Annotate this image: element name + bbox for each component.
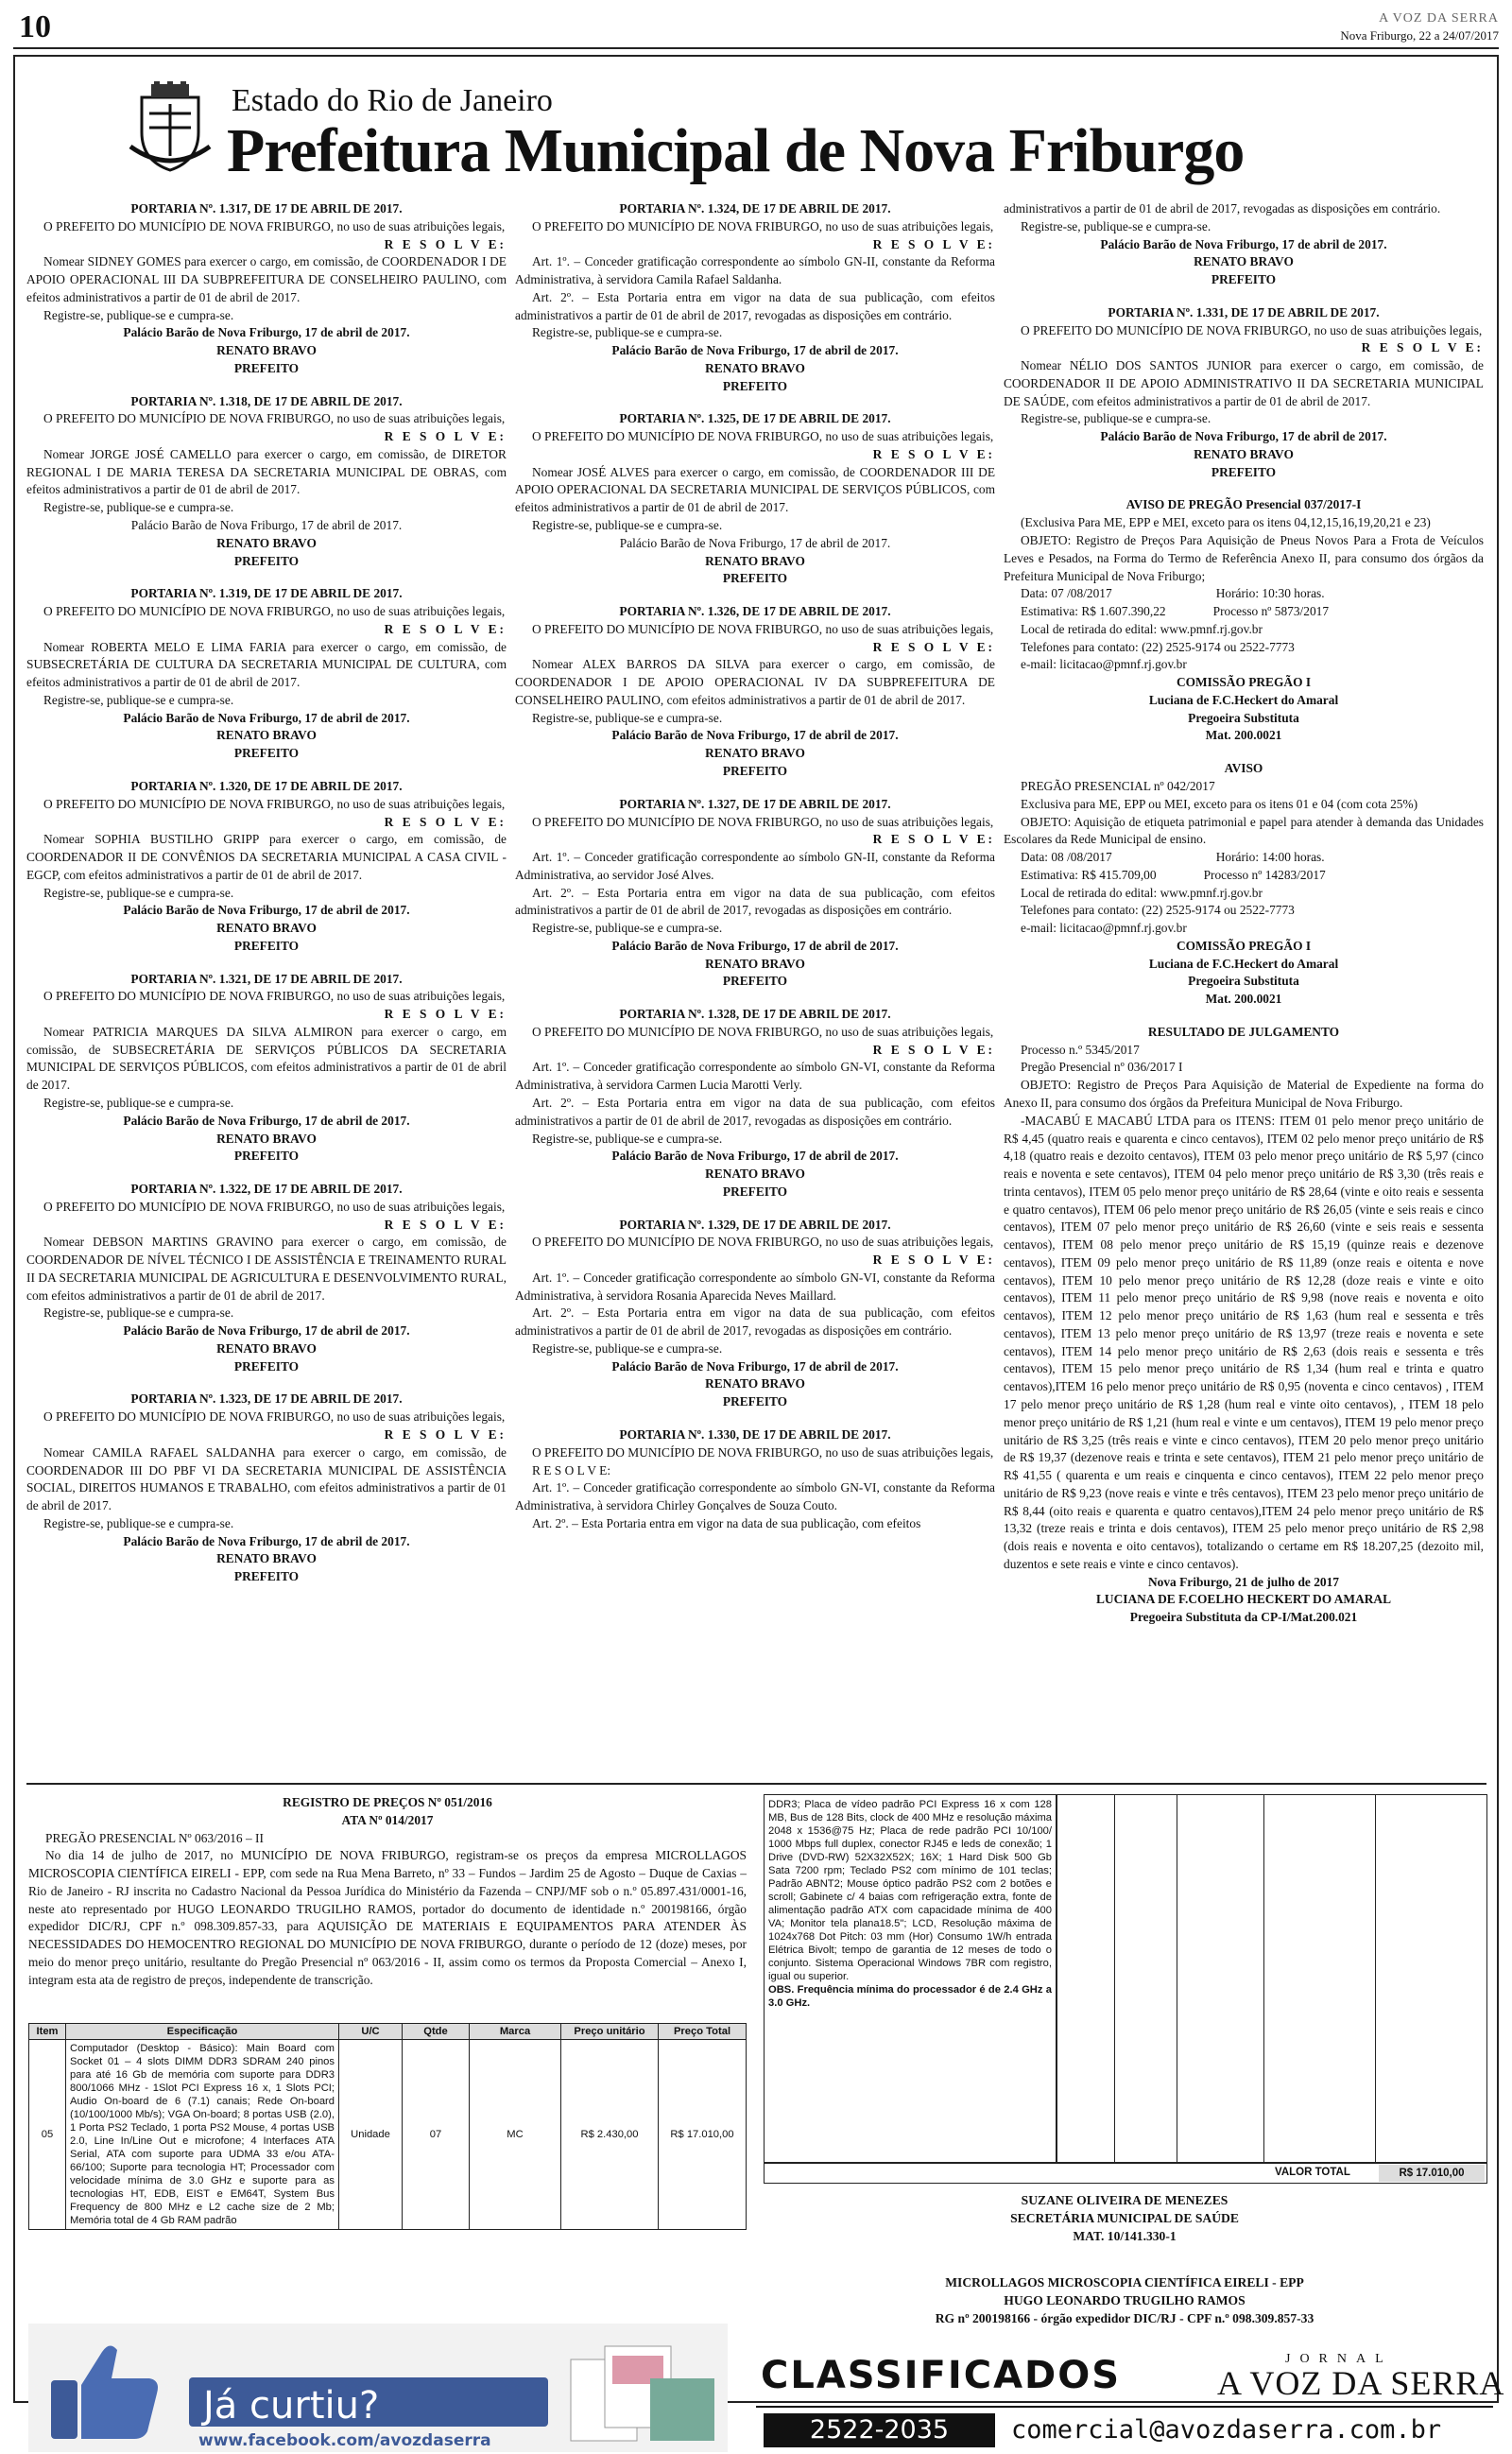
jornal-label: JORNAL: [1285, 2352, 1393, 2366]
total-row: VALOR TOTAL R$ 17.010,00: [764, 2163, 1487, 2184]
portaria-1320: PORTARIA Nº. 1.320, DE 17 DE ABRIL DE 2017. O PREFEITO DO MUNICÍPIO DE NOVA FRIBURGO, no uso de suas atribuições legais, R E S O L V E: Nomear SOPHIA BUSTILHO GRIPP para exercer o cargo, em comissão, de COORDENADOR II DE CONVÊNIOS DA SECRETARIA MUNICIPAL A CASA CIVIL - EGCP, com efeitos administrativos a partir de 01 de abril de 2017. Registre-se, publique-se e cumpra-se. Palácio Barão de Nova Friburgo, 17 de abril de 2017. RENATO BRAVO PREFEITO: [26, 778, 507, 953]
coat-of-arms-icon: [123, 80, 217, 175]
section-divider: [26, 1783, 1486, 1785]
portaria-1325: PORTARIA Nº. 1.325, DE 17 DE ABRIL DE 2017. O PREFEITO DO MUNICÍPIO DE NOVA FRIBURGO, no uso de suas atribuições legais, R E S O L V E: Nomear JOSÉ ALVES para exercer o cargo, em comissão, de COORDENADOR III DE APOIO OPERACIONAL DA SECRETARIA MUNICIPAL DE SERVIÇOS PÚBLICOS, com efeitos administrativos a partir de 01 de abril de 2017. Registre-se, publique-se e cumpra-se. Palácio Barão de Nova Friburgo, 17 de abril de 2017. RENATO BRAVO PREFEITO: [515, 411, 995, 586]
portaria-1326: PORTARIA Nº. 1.326, DE 17 DE ABRIL DE 2017. O PREFEITO DO MUNICÍPIO DE NOVA FRIBURGO, no uso de suas atribuições legais, R E S O L V E: Nomear ALEX BARROS DA SILVA para exercer o cargo, em comissão, de COORDENADOR I DE APOIO OPERACIONAL IV DA SUBPREFEITURA DE CONSELHEIRO PAULINO, com efeitos administrativos a partir de 01 de abril de 2017. Registre-se, publique-se e cumpra-se. Palácio Barão de Nova Friburgo, 17 de abril de 2017. RENATO BRAVO PREFEITO: [515, 604, 995, 778]
column-1: [26, 200, 507, 1601]
classificados-divider: [756, 2406, 1493, 2408]
paper-name: A VOZ DA SERRA: [1379, 11, 1499, 26]
facebook-link[interactable]: www.facebook.com/avozdaserra: [198, 2431, 491, 2450]
portaria-1331: PORTARIA Nº. 1.331, DE 17 DE ABRIL DE 2017. O PREFEITO DO MUNICÍPIO DE NOVA FRIBURGO, no uso de suas atribuições legais, R E S O L V E: Nomear NÉLIO DOS SANTOS JUNIOR para exercer o cargo, em comissão, de COORDENADOR II DE APOIO ADMINISTRATIVO II DA SECRETARIA MUNICIPAL DE SAÚDE, com efeitos administrativos a partir de 01 de abril de 2017. Registre-se, publique-se e cumpra-se. Palácio Barão de Nova Friburgo, 17 de abril de 2017. RENATO BRAVO PREFEITO: [1004, 304, 1484, 479]
portaria-1327: PORTARIA Nº. 1.327, DE 17 DE ABRIL DE 2017. O PREFEITO DO MUNICÍPIO DE NOVA FRIBURGO, no uso de suas atribuições legais, R E S O L V E: Art. 1º. – Conceder gratificação correspondente ao símbolo GN-II, constante da Reforma Administrativa, ao servidor José Alves. Art. 2º. – Esta Portaria entra em vigor na data de sua publicação, com efeitos administrativos a partir de 01 de abril de 2017, revogadas as disposições em contrário. Registre-se, publique-se e cumpra-se. Palácio Barão de Nova Friburgo, 17 de abril de 2017. RENATO BRAVO PREFEITO: [515, 796, 995, 989]
thumbs-up-icon: [43, 2333, 166, 2446]
portaria-1330-continued: administrativos a partir de 01 de abril de 2017, revogadas as disposições em contrário. Registre-se, publique-se e cumpra-se. Palácio Barão de Nova Friburgo, 17 de abril de 2017. RENATO BRAVO PREFEITO: [1004, 201, 1441, 287]
dateline: Nova Friburgo, 22 a 24/07/2017: [1340, 28, 1499, 43]
contact-email[interactable]: comercial@avozdaserra.com.br: [1011, 2415, 1442, 2445]
spec-continuation: DDR3; Placa de vídeo padrão PCI Express 16 x com 128 MB, Bus de 128 Bits, clock de 400 MHz e resolução máxima 2048 x 1536@75 Hz; Placa de rede padrão PCI 10/100/ 1000 Mbps full duplex, conector RJ45 e leds de conexão; 1 Drive (DVD-RW) 52X32X52X; 16X; 1 Hard Disk 500 Gb Sata 7200 rpm; Teclado PS2 com mínimo de 101 teclas; Padrão ABNT2; Mouse óptico padrão PS2 com 2 botões e scroll; Gabinete c/ 4 baias com refrigeração extra, fonte de alimentação padrão ATX com capacidade mínima de 400 VA; Monitor tela plana18.5"; LCD, Resolução máxima de 1024x768 Dot Pitch: 03 mm (Hor) Consumo 1W/h entrada Elétrica Bivolt; tempo de garantia de 12 meses de todo o conjunto. Sistema Operacional Windows 7BR com registro, igual ou superior. OBS. Frequência mínima do processador é de 2.4 GHz a 3.0 GHz.: [764, 1794, 1057, 2163]
page-title: Prefeitura Municipal de Nova Friburgo: [227, 116, 1245, 185]
portaria-1319: PORTARIA Nº. 1.319, DE 17 DE ABRIL DE 2017. O PREFEITO DO MUNICÍPIO DE NOVA FRIBURGO, no uso de suas atribuições legais, R E S O L V E: Nomear ROBERTA MELO E LIMA FARIA para exercer o cargo, em comissão, de SUBSECRETÁRIA DE CULTURA DA SECRETARIA MUNICIPAL DE CULTURA, com efeitos administrativos a partir de 01 de abril de 2017. Registre-se, publique-se e cumpra-se. Palácio Barão de Nova Friburgo, 17 de abril de 2017. RENATO BRAVO PREFEITO: [26, 586, 507, 761]
page-number: 10: [19, 9, 51, 44]
portaria-1321: PORTARIA Nº. 1.321, DE 17 DE ABRIL DE 2017. O PREFEITO DO MUNICÍPIO DE NOVA FRIBURGO, no uso de suas atribuições legais, R E S O L V E: Nomear PATRICIA MARQUES DA SILVA ALMIRON para exercer o cargo, em comissão, de SUBSECRETÁRIA DE SERVIÇOS PÚBLICOS DA SECRETARIA MUNICIPAL DE SERVIÇOS PÚBLICOS, com efeitos administrativos a partir de 01 de abril de 2017. Registre-se, publique-se e cumpra-se. Palácio Barão de Nova Friburgo, 17 de abril de 2017. RENATO BRAVO PREFEITO: [26, 971, 507, 1164]
page-header: [13, 9, 1499, 49]
portaria-1322: PORTARIA Nº. 1.322, DE 17 DE ABRIL DE 2017. O PREFEITO DO MUNICÍPIO DE NOVA FRIBURGO, no uso de suas atribuições legais, R E S O L V E: Nomear DEBSON MARTINS GRAVINO para exercer o cargo, em comissão, de COORDENADOR DE NÍVEL TÉCNICO I DE ASSISTÊNCIA E TREINAMENTO RURAL II DA SECRETARIA MUNICIPAL DE AGRICULTURA E DESENVOLVIMENTO RURAL, com efeitos administrativos a partir de 01 de abril de 2017. Registre-se, publique-se e cumpra-se. Palácio Barão de Nova Friburgo, 17 de abril de 2017. RENATO BRAVO PREFEITO: [26, 1182, 507, 1374]
column-2: [515, 200, 995, 1548]
screenshots-icon: [567, 2341, 718, 2445]
state-name: Estado do Rio de Janeiro: [232, 83, 553, 118]
resultado-julgamento: RESULTADO DE JULGAMENTO Processo n.º 5345/2017 Pregão Presencial nº 036/2017 I OBJETO: Registro de Preços Para Aquisição de Material de Expediente na forma do Anexo II, para consumo dos órgãos da Prefeitura Municipal de Nova Friburgo. -MACABÚ E MACABÚ LTDA para os ITENS: ITEM 01 pelo menor preço unitário de R$ 4,45 (quatro reais e quarenta e cinco centavos), ITEM 02 pelo menor preço unitário de R$ 4,18 (quatro reais e dezoito centavos), ITEM 03 pelo menor preço unitário de R$ 5,97 (cinco reais e noventa e sete centavos), ITEM 04 pelo menor preço unitário de R$ 3,30 (três reais e trinta centavos), ITEM 05 pelo menor preço unitário de R$ 28,64 (vinte e oito reais e sessenta e quatro centavos), ITEM 06 pelo menor preço unitário de R$ 26,05 (vinte e seis reais e cinco centavos), ITEM 07 pelo menor preço unitário de R$ 26,60 (vinte e seis reais e sessenta centavos), ITEM 08 pelo menor preço unitário de R$ 15,19 (quinze reais e dezenove centavos), ITEM 09 pelo menor preço unitário de R$ 11,89 (onze reais e oitenta e nove centavos), ITEM 10 pelo menor preço unitário de R$ 12,28 (doze reais e vinte e oito centavos), ITEM 11 pelo menor preço unitário de R$ 9,98 (nove reais e noventa e oito centavos), ITEM 12 pelo menor preço unitário de R$ 1,63 (hum real e sessenta e três centavos), ITEM 13 pelo menor preço unitário de R$ 13,97 (treze reais e noventa e sete centavos), ITEM 14 pelo menor preço unitário de R$ 2,63 (dois reais e sessenta e três centavos), ITEM 15 pelo menor preço unitário de R$ 1,34 (hum real e trinta e quatro centavos),ITEM 16 pelo menor preço unitário de R$ 0,95 (noventa e cinco centavos) , ITEM 17 pelo menor preço unitário de R$ 1,28 (hum real e vinte oito centavos), , ITEM 18 pelo menor preço unitário de R$ 1,21 (hum real e vinte e um centavos), ITEM 19 pelo menor preço unitário de R$ 3,25 (três reais e vinte e cinco centavos), ITEM 20 pelo menor preço unitário de R$ 19,37 (dezenove reais e trinta e sete centavos), ITEM 21 pelo menor preço unitário de R$ 41,55 ( quarenta e um reais e cinquenta e cinco centavos), ITEM 22 pelo menor preço unitário de R$ 9,23 (nove reais e vinte e três centavos), ITEM 23 pelo menor preço unitário de R$ 8,44 (oito reais e quarenta e quatro centavos),ITEM 24 pelo menor preço unitário de R$ 13,32 (treze reais e trinta e dois centavos), ITEM 25 pelo menor preço unitário de R$ 2,98 (dois reais e noventa e oito centavos), totalizando o certame em R$ 18.207,25 (dezoito mil, duzentos e sete reais e vinte e cinco centavos). Nova Friburgo, 21 de julho de 2017 LUCIANA DE F.COELHO HECKERT DO AMARAL Pregoeira Substituta da CP-I/Mat.200.021: [1004, 1024, 1484, 1625]
portaria-1329: PORTARIA Nº. 1.329, DE 17 DE ABRIL DE 2017. O PREFEITO DO MUNICÍPIO DE NOVA FRIBURGO, no uso de suas atribuições legais, R E S O L V E: Art. 1º. – Conceder gratificação correspondente ao símbolo GN-VI, constante da Reforma Administrativa, à servidora Rosania Aparecida Neves Maillard. Art. 2º. – Esta Portaria entra em vigor na data de sua publicação, com efeitos administrativos a partir de 01 de abril de 2017, revogadas as disposições em contrário. Registre-se, publique-se e cumpra-se. Palácio Barão de Nova Friburgo, 17 de abril de 2017. RENATO BRAVO PREFEITO: [515, 1217, 995, 1409]
table-row: 05 Computador (Desktop - Básico): Main Board com Socket 01 – 4 slots DIMM DDR3 SDRAM 240 pinos para até 16 Gb de memória com suporte para DDR3 800/1066 MHz - 1Slot PCI Express 16 x, 1 Slots PCI; Audio On-board de 6 (7.1) canais; Rede On-board (10/100/1000 Mb/s); VGA On-board; 8 portas USB (2.0), 1 Porta PS2 Teclado, 1 porta PS2 Mouse, 4 portas USB 2.0, Line In/Line Out e microfone; 4 Interfaces ATA Serial, ATA com suporte para UDMA 33 e/ou ATA-66/100; Suporte para tecnologia HT; Processador com velocidade mínima de 3.0 GHz e suporte para as tecnologias HT, EDB, EIST e EM64T, System Bus Frequency de 800 MHz e L2 cache size de 2 Mb; Memória total de 4 Gb RAM padrão Unidade 07 MC R$ 2.430,00 R$ 17.010,00: [29, 2040, 747, 2230]
registro-precos: REGISTRO DE PREÇOS Nº 051/2016 ATA Nº 014/2017 PREGÃO PRESENCIAL Nº 063/2016 – II No dia 14 de julho de 2017, no MUNICÍPIO DE NOVA FRIBURGO, registram-se os preços da empresa MICROLLAGOS MICROSCOPIA CIENTÍFICA EIRELI - EPP, com sede na Rua Mena Barreto, nº 33 – Fundos – Jardim 25 de Agosto – Duque de Caxias – Rio de Janeiro - RJ inscrita no Cadastro Nacional da Pessoa Jurídica do Ministério da Fazenda – CNPJ/MF sob o n.º 05.897.431/0001-16, neste ato representado por HUGO LEONARDO TRUGILHO RAMOS, portador do documento de identidade n.º 200198166, órgão expedidor DIC/RJ, CPF n.º 098.309.857-33, para AQUISIÇÃO DE MATERIAIS E EQUIPAMENTOS PARA ATENDER ÀS NECESSIDADES DO HEMOCENTRO REGIONAL DO MUNICÍPIO DE NOVA FRIBURGO, durante o período de 12 (doze) meses, por meio do menor preço unitário, resultante do Pregão Presencial nº 063/2016 - II, assim como os termos da Proposta Comercial – Anexo I, integram esta ata de registro de preços, independente de transcrição.: [28, 1795, 747, 1987]
portaria-1317: PORTARIA Nº. 1.317, DE 17 DE ABRIL DE 2017. O PREFEITO DO MUNICÍPIO DE NOVA FRIBURGO, no uso de suas atribuições legais, R E S O L V E: Nomear SIDNEY GOMES para exercer o cargo, em comissão, de COORDENADOR I DE APOIO OPERACIONAL III DA SUBPREFEITURA DE CONSELHEIRO PAULINO, com efeitos administrativos a partir de 01 de abril de 2017. Registre-se, publique-se e cumpra-se. Palácio Barão de Nova Friburgo, 17 de abril de 2017. RENATO BRAVO PREFEITO: [26, 201, 507, 375]
newspaper-logo: A VOZ DA SERRA: [1217, 2364, 1505, 2402]
items-table: [28, 2023, 747, 2230]
table-continuation-grid: [1057, 1794, 1487, 2163]
ja-curtiu-text: Já curtiu?: [203, 2384, 380, 2428]
table-header-row: Item Especificação U/C Qtde Marca Preço unitário Preço Total: [29, 2024, 747, 2040]
portaria-1324: PORTARIA Nº. 1.324, DE 17 DE ABRIL DE 2017. O PREFEITO DO MUNICÍPIO DE NOVA FRIBURGO, no uso de suas atribuições legais, R E S O L V E: Art. 1º. – Conceder gratificação correspondente ao símbolo GN-II, constante da Reforma Administrativa, à servidora Camila Rafael Saldanha. Art. 2º. – Esta Portaria entra em vigor na data de sua publicação, com efeitos administrativos a partir de 01 de abril de 2017, revogadas as disposições em contrário. Registre-se, publique-se e cumpra-se. Palácio Barão de Nova Friburgo, 17 de abril de 2017. RENATO BRAVO PREFEITO: [515, 201, 995, 393]
phone-number: 2522-2035: [764, 2413, 995, 2447]
aviso-pregao-042: AVISO PREGÃO PRESENCIAL nº 042/2017 Exclusiva para ME, EPP ou MEI, exceto para os itens 01 e 04 (com cota 25%) OBJETO: Aquisição de etiqueta patrimonial e papel para atender à demanda das Unidades Escolares da Rede Municipal de ensino. Data: 08 /08/2017 Horário: 14:00 horas. Estimativa: R$ 415.709,00 Processo nº 14283/2017 Local de retirada do edital: www.pmnf.rj.gov.br Telefones para contato: (22) 2525-9174 ou 2522-7773 e-mail: licitacao@pmnf.rj.gov.br COMISSÃO PREGÃO I Luciana de F.C.Heckert do Amaral Pregoeira Substituta Mat. 200.0021: [1004, 761, 1484, 1007]
signatures: SUZANE OLIVEIRA DE MENEZES SECRETÁRIA MUNICIPAL DE SAÚDE MAT. 10/141.330-1 MICROLLAGOS MICROSCOPIA CIENTÍFICA EIRELI - EPP HUGO LEONARDO TRUGILHO RAMOS RG nº 200198166 - órgão expedidor DIC/RJ - CPF n.º 098.309.857-33: [935, 2193, 1314, 2326]
portaria-1328: PORTARIA Nº. 1.328, DE 17 DE ABRIL DE 2017. O PREFEITO DO MUNICÍPIO DE NOVA FRIBURGO, no uso de suas atribuições legais, R E S O L V E: Art. 1º. – Conceder gratificação correspondente ao símbolo GN-VI, constante da Reforma Administrativa, à servidora Carmen Lucia Marotti Verly. Art. 2º. – Esta Portaria entra em vigor na data de sua publicação, com efeitos administrativos a partir de 01 de abril de 2017, revogadas as disposições em contrário. Registre-se, publique-se e cumpra-se. Palácio Barão de Nova Friburgo, 17 de abril de 2017. RENATO BRAVO PREFEITO: [515, 1007, 995, 1199]
portaria-1323: PORTARIA Nº. 1.323, DE 17 DE ABRIL DE 2017. O PREFEITO DO MUNICÍPIO DE NOVA FRIBURGO, no uso de suas atribuições legais, R E S O L V E: Nomear CAMILA RAFAEL SALDANHA para exercer o cargo, em comissão, de COORDENADOR III DO PBF VI DA SECRETARIA MUNICIPAL DE ASSISTÊNCIA SOCIAL, DIREITOS HUMANOS E TRABALHO, com efeitos administrativos a partir de 01 de abril de 2017. Registre-se, publique-se e cumpra-se. Palácio Barão de Nova Friburgo, 17 de abril de 2017. RENATO BRAVO PREFEITO: [26, 1391, 507, 1584]
aviso-pregao-037: AVISO DE PREGÃO Presencial 037/2017-I (Exclusiva Para ME, EPP e MEI, exceto para os itens 04,12,15,16,19,20,21 e 23) OBJETO: Registro de Preços Para Aquisição de Pneus Novos Para a Frota de Veículos Leves e Pesados, na Forma do Termo de Referência Anexo II, para consumo dos órgãos da Prefeitura Municipal de Nova Friburgo; Data: 07 /08/2017 Horário: 10:30 horas. Estimativa: R$ 1.607.390,22 Processo nº 5873/2017 Local de retirada do edital: www.pmnf.rj.gov.br Telefones para contato: (22) 2525-9174 ou 2522-7773 e-mail: licitacao@pmnf.rj.gov.br COMISSÃO PREGÃO I Luciana de F.C.Heckert do Amaral Pregoeira Substituta Mat. 200.0021: [1004, 497, 1484, 743]
column-3: [1004, 200, 1484, 1642]
portaria-1330: PORTARIA Nº. 1.330, DE 17 DE ABRIL DE 2017. O PREFEITO DO MUNICÍPIO DE NOVA FRIBURGO, no uso de suas atribuições legais, R E S O L V E: Art. 1º. – Conceder gratificação correspondente ao símbolo GN-VI, constante da Reforma Administrativa, à servidora Chirley Gonçalves de Souza Couto. Art. 2º. – Esta Portaria entra em vigor na data de sua publicação, com efeitos: [515, 1427, 995, 1530]
classificados-title: CLASSIFICADOS: [761, 2354, 1122, 2397]
portaria-1318: PORTARIA Nº. 1.318, DE 17 DE ABRIL DE 2017. O PREFEITO DO MUNICÍPIO DE NOVA FRIBURGO, no uso de suas atribuições legais, R E S O L V E: Nomear JORGE JOSÉ CAMELLO para exercer o cargo, em comissão, de DIRETOR REGIONAL I DE MARIA TERESA DA SECRETARIA MUNICIPAL DE OBRAS, com efeitos administrativos a partir de 01 de abril de 2017. Registre-se, publique-se e cumpra-se. Palácio Barão de Nova Friburgo, 17 de abril de 2017. RENATO BRAVO PREFEITO: [26, 393, 507, 568]
